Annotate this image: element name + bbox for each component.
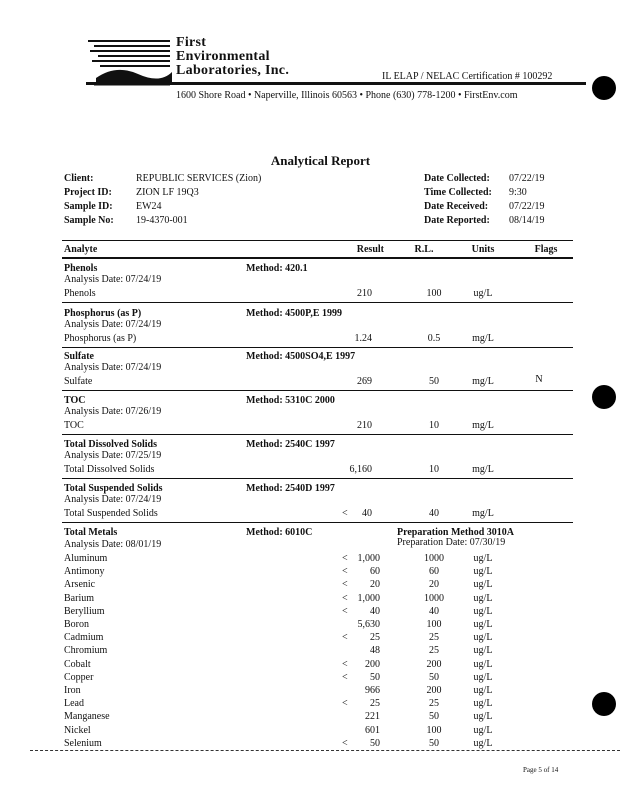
result-value: 1,000 [357,553,380,564]
reporting-limit: 50 [429,671,439,683]
result-qualifier: < [342,671,348,683]
result-qualifier: < [342,632,348,644]
analyte-name: Sulfate [64,376,93,387]
analyte-name: Nickel [64,724,91,736]
analyte-name: Beryllium [64,605,105,617]
date-received-label: Date Received: [424,201,489,212]
result-value: 1.24 [354,333,372,344]
reporting-limit: 1000 [424,553,444,564]
reporting-limit: 200 [426,658,442,670]
reporting-limit: 60 [429,566,439,578]
reporting-limit: 40 [429,605,439,617]
analyte-name: Phosphorus (as P) [64,333,137,344]
col-analyte: Analyte [64,244,98,255]
result-value: 25 [370,632,380,644]
sample-id-value: EW24 [136,201,162,212]
client-value: REPUBLIC SERVICES (Zion) [136,173,262,184]
result-value: 601 [365,724,380,736]
reporting-limit: 100 [426,288,442,299]
analyte-name: Cobalt [64,658,91,670]
section-name: Sulfate [64,351,94,362]
result-value: 40 [362,508,372,519]
reporting-limit: 10 [429,420,439,431]
result-qualifier: < [342,566,348,578]
reporting-limit: 200 [426,685,442,696]
units: ug/L [473,698,493,710]
result-value: 40 [370,605,380,617]
units: ug/L [473,579,493,591]
section-name: Total Metals [64,527,118,538]
project-label: Project ID: [64,187,112,198]
result-value: 210 [357,420,372,431]
header-rule [62,240,573,241]
client-label: Client: [64,173,94,184]
result-value: 200 [365,658,380,670]
units: mg/L [472,376,494,387]
result-value: 48 [370,645,380,657]
reporting-limit: 10 [429,464,439,475]
analyte-name: Selenium [64,737,102,749]
reporting-limit: 20 [429,579,439,591]
date-collected-label: Date Collected: [424,173,490,184]
section-name: Total Suspended Solids [64,483,163,494]
col-rl: R.L. [414,244,434,255]
analysis-date: Analysis Date: 07/25/19 [64,450,162,461]
date-collected-value: 07/22/19 [509,173,545,184]
flag: N [535,374,543,385]
result-qualifier: < [342,698,348,710]
reporting-limit: 50 [429,711,439,723]
analyte-name: Phenols [64,288,96,299]
section-method: Method: 4500P,E 1999 [246,308,343,319]
company-logo [86,38,174,94]
result-qualifier: < [342,658,348,670]
time-collected-value: 9:30 [509,187,527,198]
section-method: Method: 4500SO4,E 1997 [246,351,356,362]
date-received-value: 07/22/19 [509,201,545,212]
reporting-limit: 25 [429,645,439,657]
reporting-limit: 100 [426,619,442,630]
units: ug/L [473,645,493,657]
result-qualifier: < [342,579,348,591]
units: ug/L [473,658,493,670]
analyte-name: Arsenic [64,579,96,591]
result-value: 20 [370,579,380,591]
certification-number: IL ELAP / NELAC Certification # 100292 [382,71,553,82]
company-address: 1600 Shore Road • Naperville, Illinois 60563 • Phone (630) 778-1200 • FirstEnv.com [176,90,518,101]
analyte-name: Total Suspended Solids [64,508,158,519]
report-title: Analytical Report [270,153,371,168]
punch-hole [592,692,616,716]
result-value: 60 [370,566,380,578]
section-name: Total Dissolved Solids [64,439,157,450]
units: ug/L [473,737,493,749]
header-rule [62,257,573,259]
date-reported-label: Date Reported: [424,215,490,226]
sample-no-label: Sample No: [64,215,114,226]
section-method: Method: 2540D 1997 [246,483,335,494]
punch-hole [592,385,616,409]
section-name: TOC [64,395,86,406]
units: mg/L [472,508,494,519]
result-value: 221 [365,711,380,723]
result-value: 50 [370,671,380,683]
section-rule [62,478,573,479]
project-value: ZION LF 19Q3 [136,187,199,198]
section-method: Method: 2540C 1997 [246,439,335,450]
reporting-limit: 0.5 [427,333,441,344]
result-qualifier: < [342,592,348,604]
result-value: 5,630 [357,619,380,630]
letterhead-rule [86,82,586,85]
section-method: Method: 420.1 [246,263,308,274]
reporting-limit: 25 [429,632,439,644]
units: ug/L [473,685,493,696]
analysis-date: Analysis Date: 07/24/19 [64,319,162,330]
result-qualifier: < [342,737,348,749]
units: ug/L [473,553,493,564]
section-rule [62,522,573,523]
section-name: Phenols [64,263,98,274]
units: ug/L [473,592,493,604]
prep-method: Preparation Method 3010A [397,527,515,538]
units: mg/L [472,420,494,431]
section-rule [62,347,573,348]
reporting-limit: 50 [429,376,439,387]
units: ug/L [473,724,493,736]
units: ug/L [473,288,493,299]
analyte-name: Antimony [64,566,105,578]
units: ug/L [473,711,493,723]
units: mg/L [472,333,494,344]
col-result: Result [356,244,384,255]
section-rule [62,434,573,435]
result-value: 50 [370,737,380,749]
analysis-date: Analysis Date: 07/24/19 [64,494,162,505]
units: ug/L [473,671,493,683]
units: ug/L [473,566,493,578]
sample-no-value: 19-4370-001 [136,215,188,226]
reporting-limit: 1000 [424,592,444,604]
punch-hole [592,76,616,100]
analyte-name: Lead [64,698,84,710]
result-qualifier: < [342,508,348,519]
analyte-name: TOC [64,420,84,431]
analyte-name: Cadmium [64,632,104,644]
reporting-limit: 100 [426,724,442,736]
units: mg/L [472,464,494,475]
analyte-name: Iron [64,685,81,696]
result-value: 6,160 [349,464,372,475]
analysis-date: Analysis Date: 08/01/19 [64,539,162,550]
analyte-name: Manganese [64,711,110,723]
section-rule [62,390,573,391]
result-qualifier: < [342,553,348,564]
result-value: 966 [365,685,380,696]
section-name: Phosphorus (as P) [64,308,142,319]
analyte-name: Aluminum [64,553,108,564]
units: ug/L [473,619,493,630]
result-qualifier: < [342,605,348,617]
result-value: 25 [370,698,380,710]
result-value: 269 [357,376,372,387]
col-units: Units [471,244,495,255]
analyte-name: Copper [64,671,94,683]
page-edge-rule [30,750,620,751]
result-value: 210 [357,288,372,299]
result-value: 1,000 [357,592,380,604]
company-name: First Environmental Laboratories, Inc. [176,35,290,78]
col-flags: Flags [534,244,558,255]
date-reported-value: 08/14/19 [509,215,545,226]
section-rule [62,302,573,303]
units: ug/L [473,605,493,617]
analyte-name: Barium [64,592,94,604]
reporting-limit: 40 [429,508,439,519]
analysis-date: Analysis Date: 07/24/19 [64,362,162,373]
analyte-name: Chromium [64,645,108,657]
reporting-limit: 50 [429,737,439,749]
reporting-limit: 25 [429,698,439,710]
section-method: Method: 5310C 2000 [246,395,335,406]
units: ug/L [473,632,493,644]
page-number: Page 5 of 14 [523,766,559,774]
analysis-date: Analysis Date: 07/24/19 [64,274,162,285]
analysis-date: Analysis Date: 07/26/19 [64,406,162,417]
analyte-name: Boron [64,619,89,630]
prep-date: Preparation Date: 07/30/19 [397,537,506,548]
sample-id-label: Sample ID: [64,201,113,212]
analyte-name: Total Dissolved Solids [64,464,155,475]
section-method: Method: 6010C [246,527,313,538]
time-collected-label: Time Collected: [424,187,492,198]
